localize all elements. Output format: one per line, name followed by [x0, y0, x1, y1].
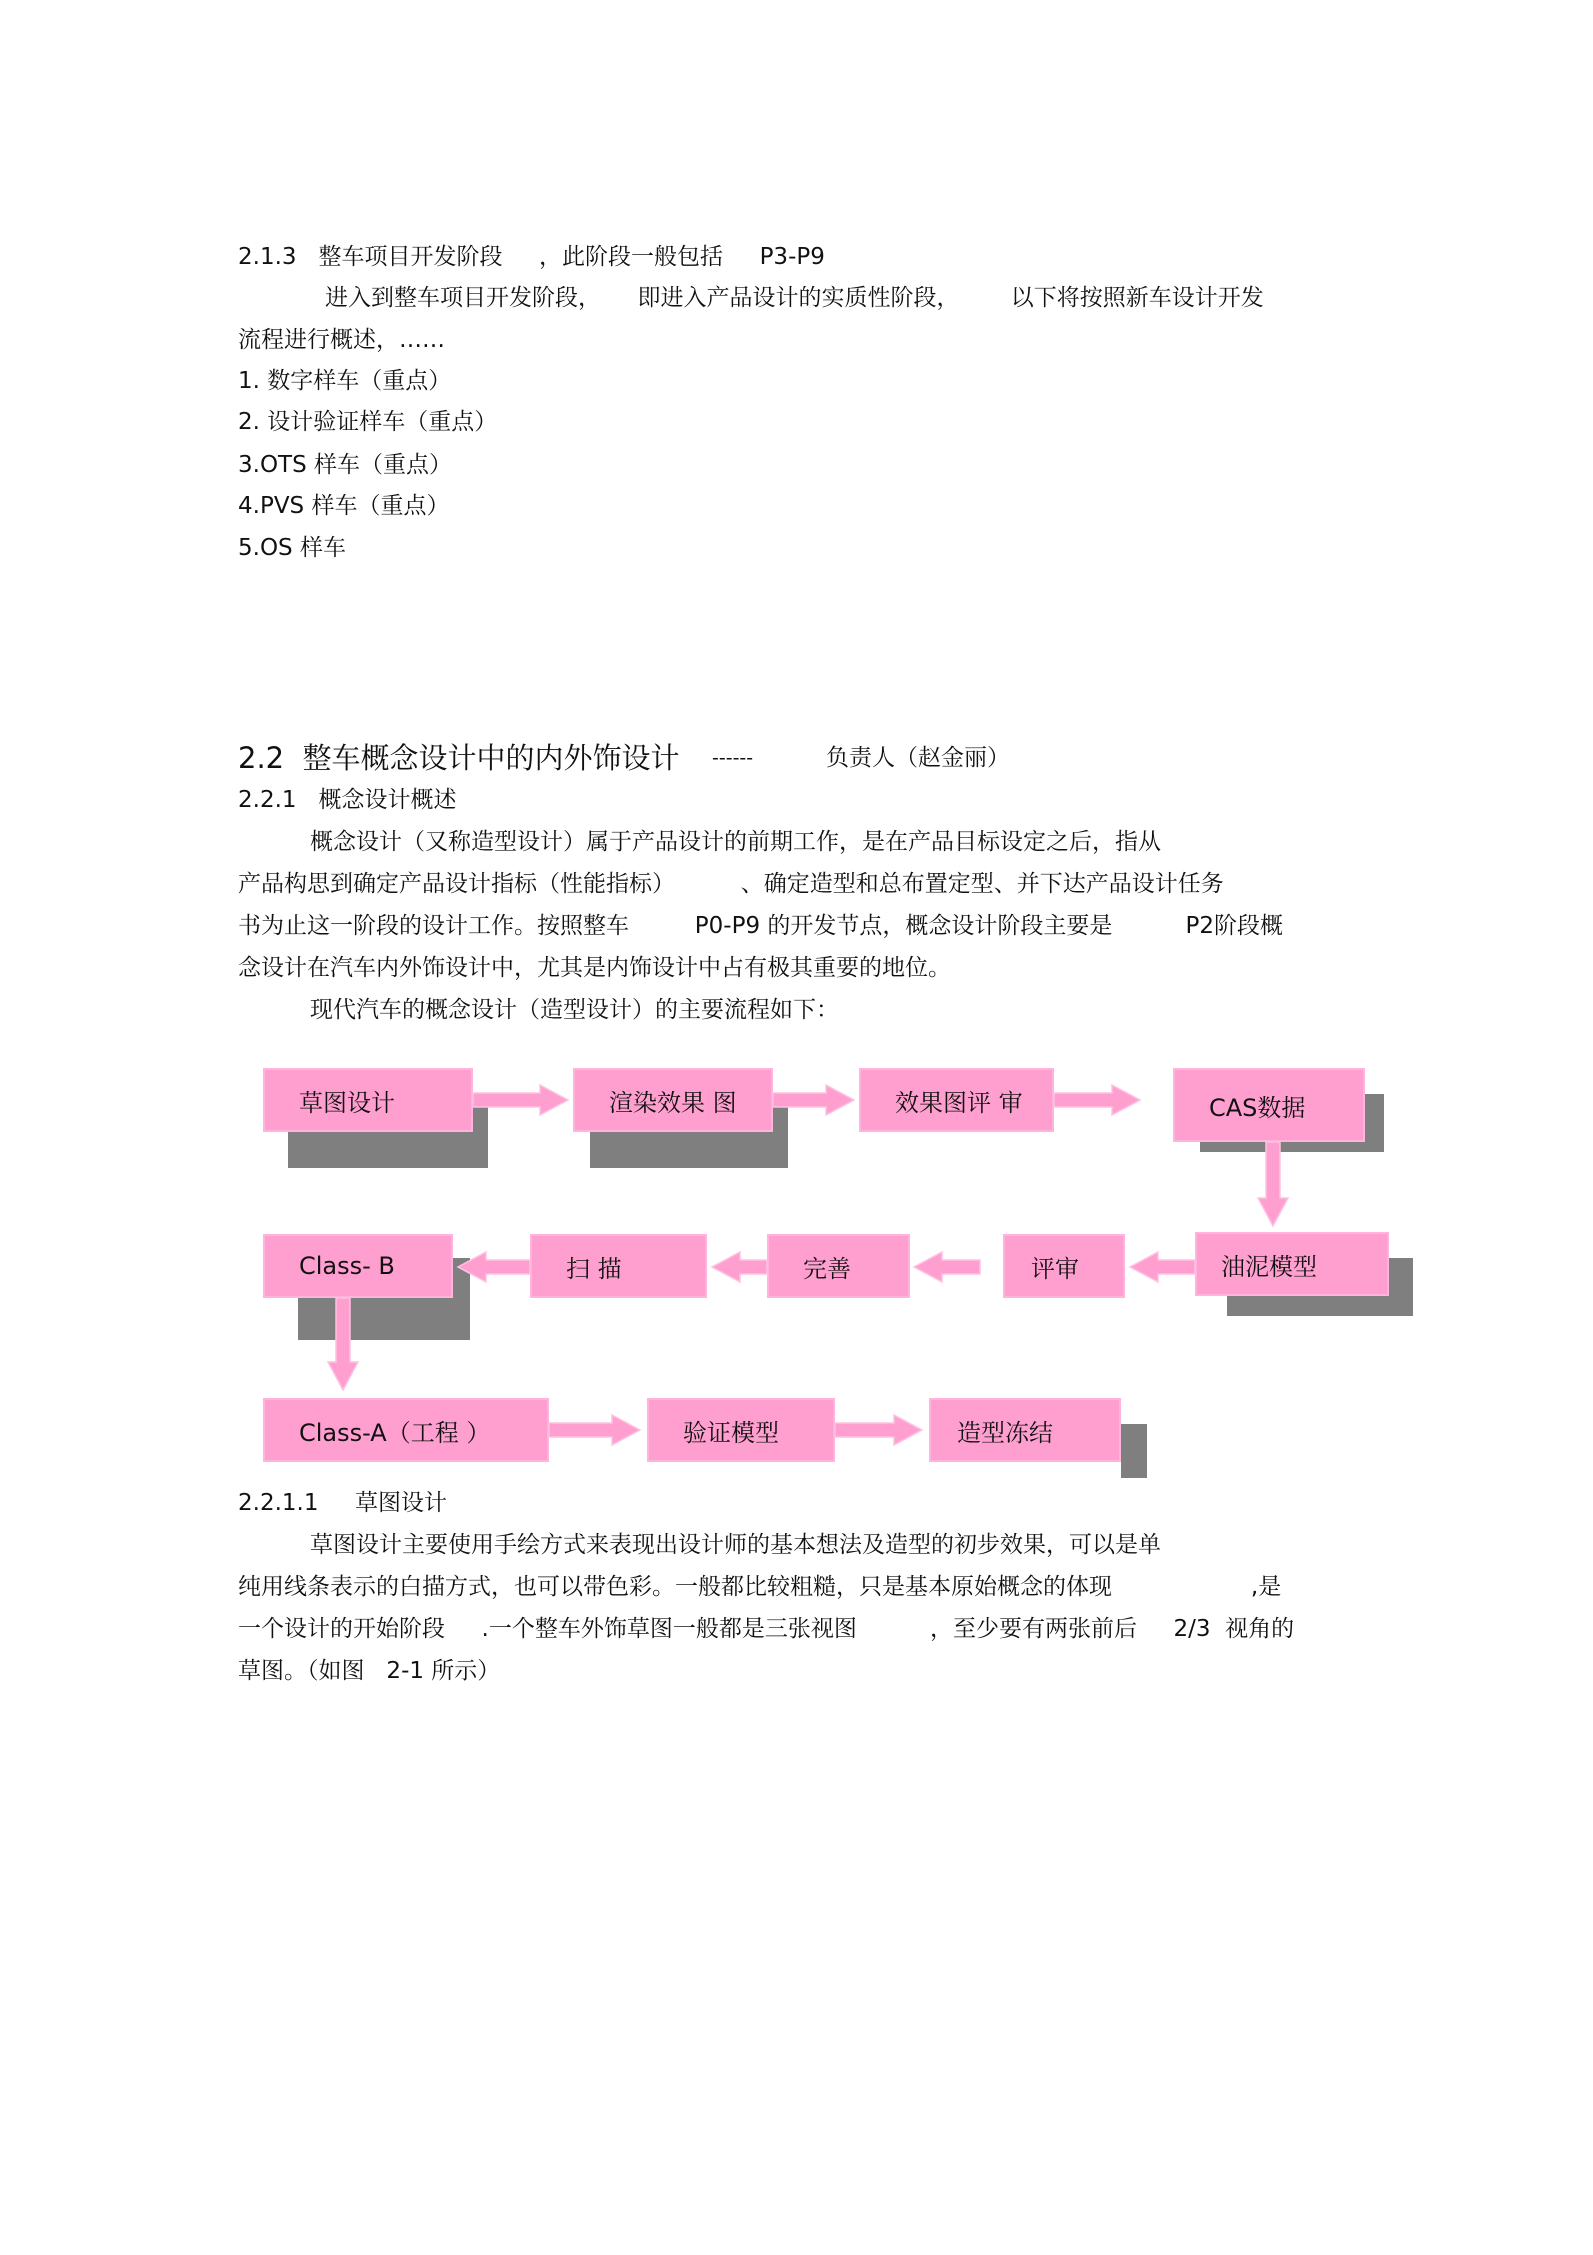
- flow-step-label: 渲染效果 图: [609, 1088, 737, 1117]
- heading-dashes: ------: [712, 747, 754, 769]
- paragraph-line: 纯用线条表示的白描方式，也可以带色彩。一般都比较粗糙，只是基本原始概念的体现 ,是: [238, 1574, 1282, 1600]
- flow-step-label: 造型冻结: [957, 1418, 1053, 1447]
- arrow-left: [458, 1252, 530, 1282]
- arrow-right: [549, 1415, 640, 1445]
- paragraph-line: 念设计在汽车内外饰设计中，尤其是内饰设计中占有极其重要的地位。: [238, 955, 951, 981]
- flow-step-label: CAS数据: [1209, 1093, 1306, 1122]
- flow-intro: 现代汽车的概念设计（造型设计）的主要流程如下：: [310, 997, 839, 1023]
- paragraph-line: 一个设计的开始阶段 .一个整车外饰草图一般都是三张视图 ，至少要有两张前后 2/3 视角的: [238, 1616, 1295, 1642]
- paragraph-line: 草图。（如图 2-1 所示）: [238, 1658, 501, 1684]
- arrow-right: [773, 1085, 854, 1115]
- list-item: 5.OS 样车: [238, 535, 346, 561]
- paragraph-line: 草图设计主要使用手绘方式来表现出设计师的基本想法及造型的初步效果，可以是单: [310, 1532, 1161, 1558]
- list-item: 2. 设计验证样车（重点）: [238, 409, 498, 435]
- section-heading-2-2-1-1: 2.2.1.1 草图设计: [238, 1490, 448, 1516]
- paragraph-line: 产品构思到确定产品设计指标（性能指标） 、确定造型和总布置定型、并下达产品设计任务: [238, 871, 1224, 897]
- paragraph-line: 书为止这一阶段的设计工作。按照整车 P0-P9 的开发节点，概念设计阶段主要是 P2阶段概: [238, 913, 1284, 939]
- arrow-left: [914, 1252, 980, 1282]
- arrow-left: [712, 1252, 767, 1282]
- flow-step-label: Class- B: [299, 1252, 395, 1280]
- flow-step-label: 草图设计: [299, 1088, 395, 1117]
- arrow-right: [473, 1085, 568, 1115]
- owner-label: 负责人（赵金丽）: [826, 745, 1010, 771]
- list-item: 3.OTS 样车（重点）: [238, 452, 453, 478]
- list-item: 1. 数字样车（重点）: [238, 368, 452, 394]
- list-item: 4.PVS 样车（重点）: [238, 493, 450, 519]
- flow-step-label: 验证模型: [683, 1418, 779, 1447]
- intro-line-2: 流程进行概述，……: [238, 327, 445, 353]
- flow-step-label: 效果图评 审: [895, 1088, 1023, 1117]
- flow-step-label: 评审: [1031, 1254, 1079, 1283]
- arrow-left: [1130, 1252, 1195, 1282]
- paragraph-line: 概念设计（又称造型设计）属于产品设计的前期工作，是在产品目标设定之后，指从: [310, 829, 1161, 855]
- section-heading-2-1-3: 2.1.3 整车项目开发阶段 ，此阶段一般包括 P3-P9: [238, 244, 825, 270]
- flow-step-label: 扫 描: [566, 1254, 622, 1283]
- flow-step-label: Class-A（工程 ）: [299, 1418, 491, 1447]
- intro-line-1: 进入到整车项目开发阶段， 即进入产品设计的实质性阶段， 以下将按照新车设计开发: [325, 285, 1264, 311]
- arrow-right: [835, 1415, 922, 1445]
- flow-step-label: 油泥模型: [1221, 1252, 1317, 1281]
- arrow-right: [1054, 1085, 1140, 1115]
- arrow-down: [1258, 1142, 1288, 1226]
- section-heading-2-2-1: 2.2.1 概念设计概述: [238, 787, 457, 813]
- section-heading-2-2: 2.2 整车概念设计中的内外饰设计: [238, 741, 680, 775]
- arrow-down: [328, 1298, 358, 1390]
- flow-step-label: 完善: [803, 1254, 851, 1283]
